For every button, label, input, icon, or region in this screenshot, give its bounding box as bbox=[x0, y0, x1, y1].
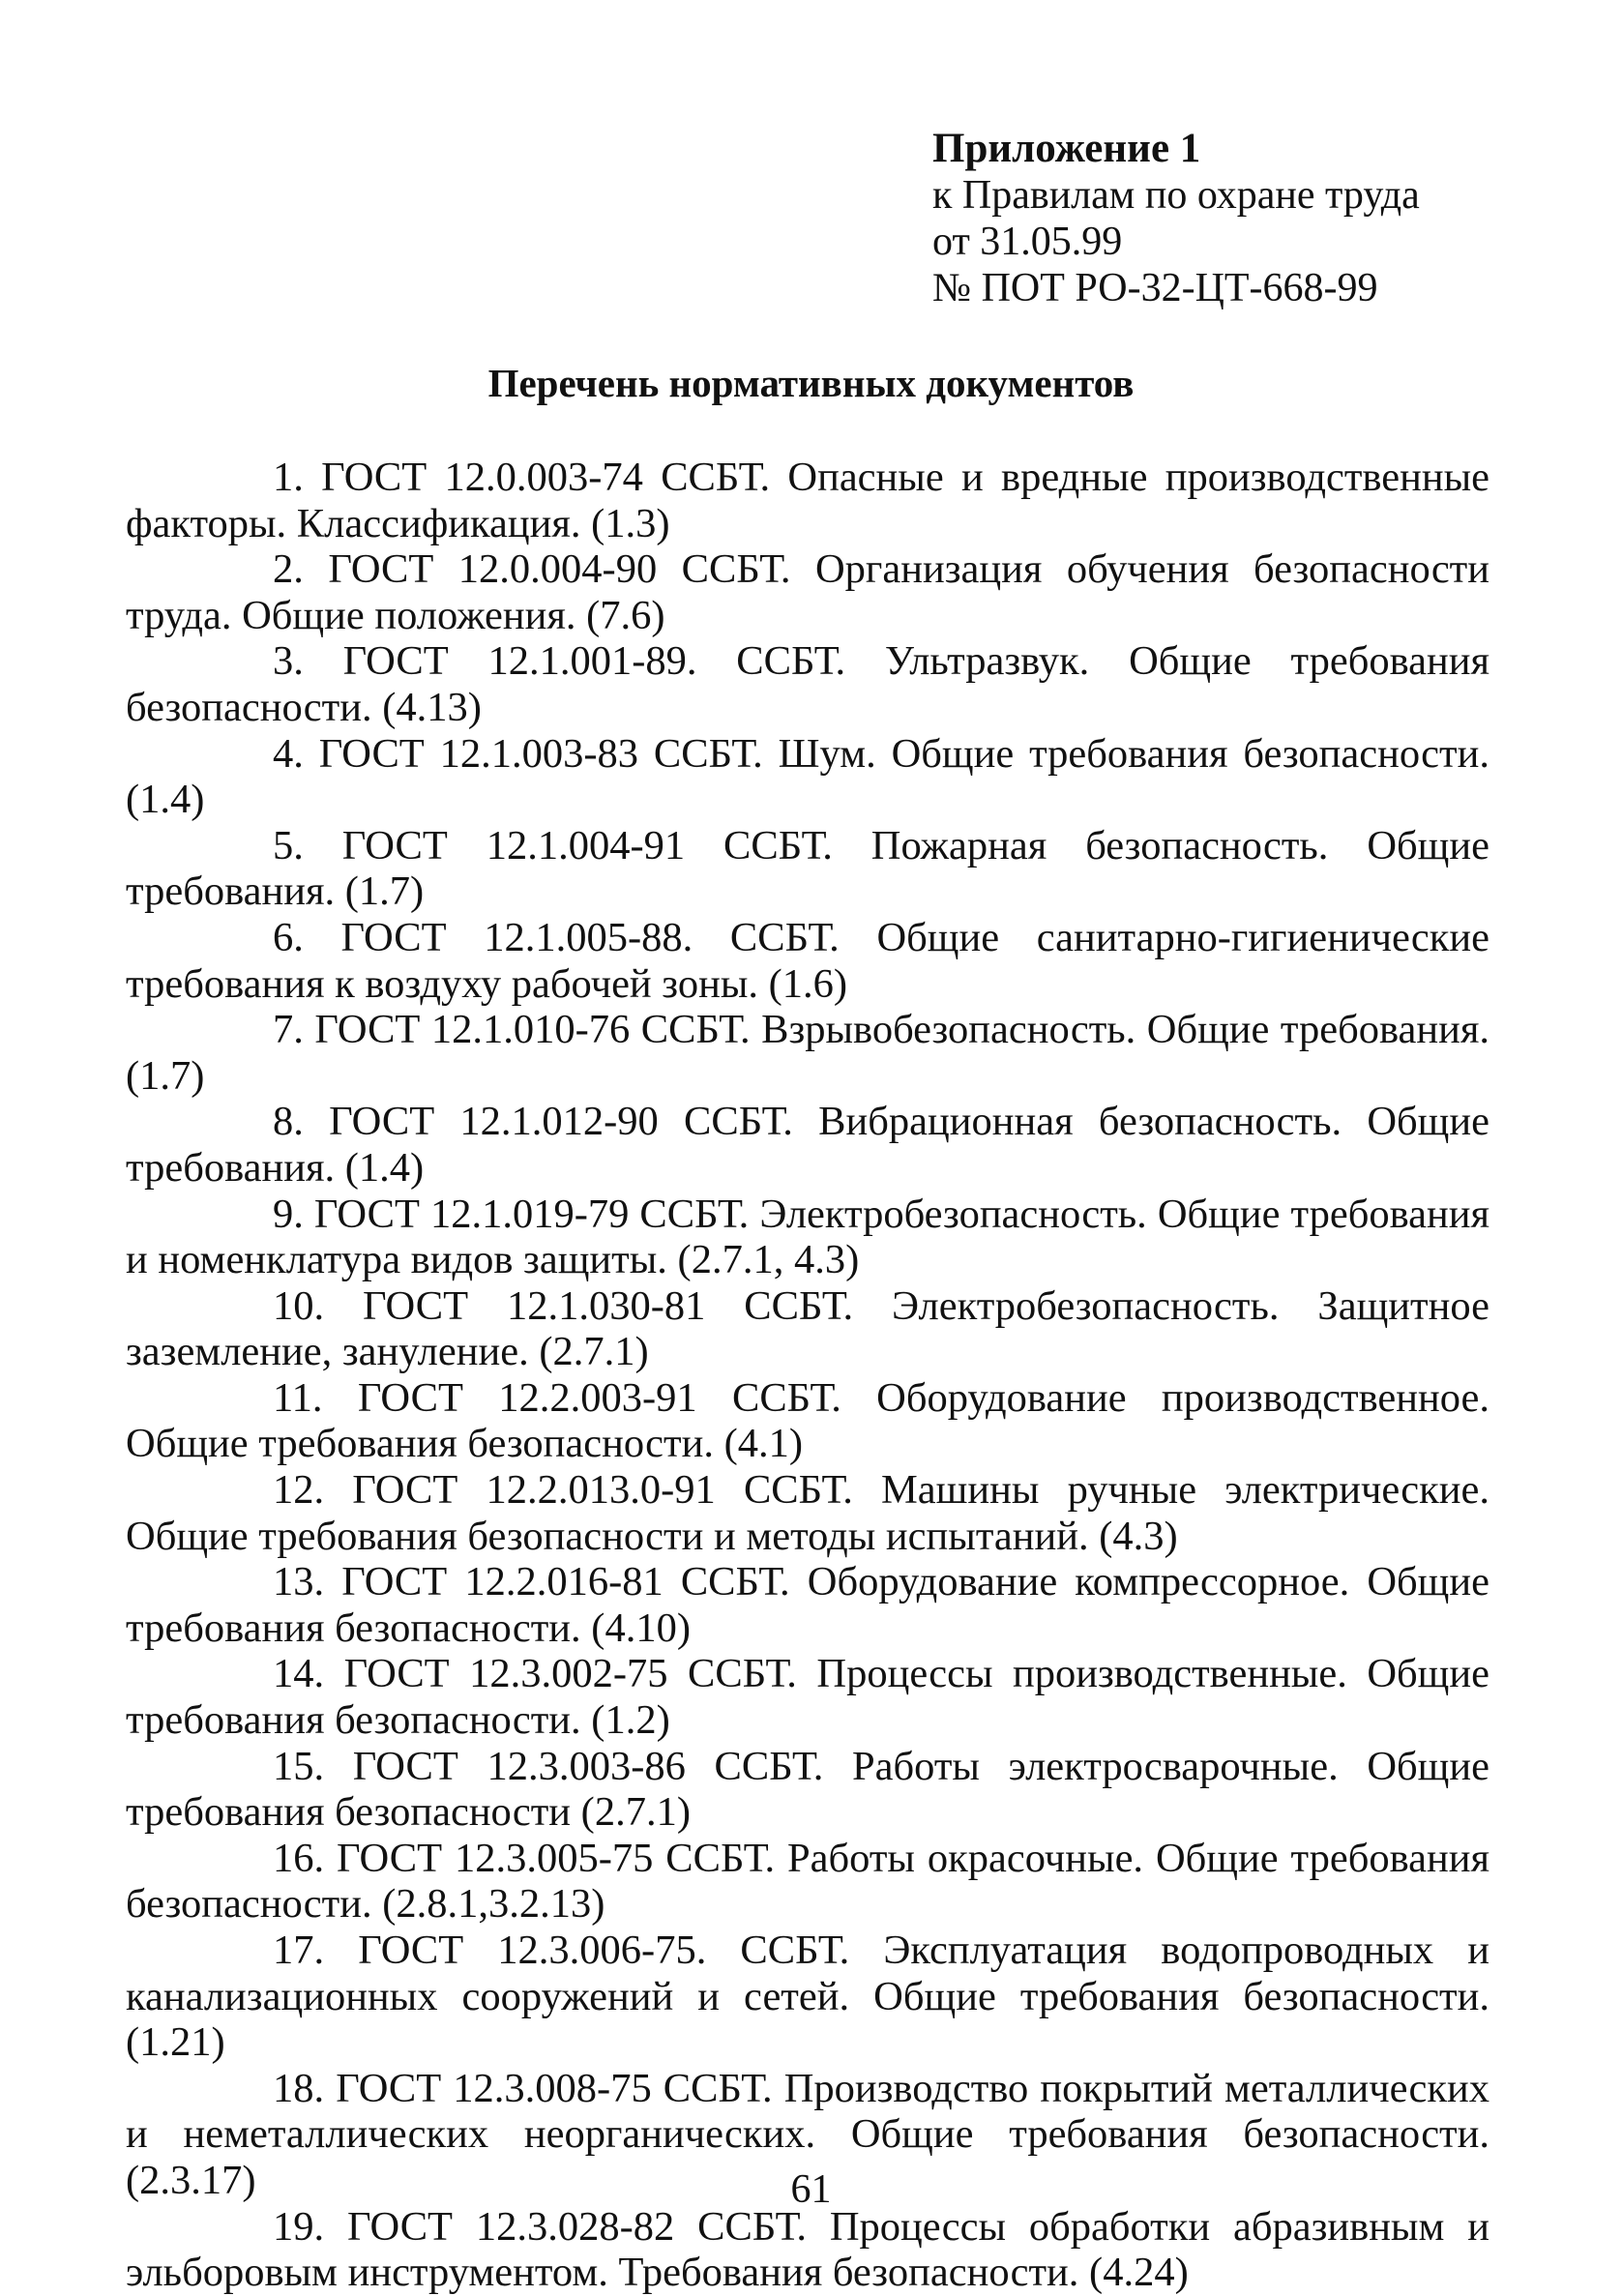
appendix-line-date: от 31.05.99 bbox=[932, 220, 1123, 264]
list-item: 19. ГОСТ 12.3.028-82 ССБТ. Процессы обработки абразивным и эльборовым инструментом. Требования безопасности. (4.24) bbox=[126, 2203, 1489, 2296]
appendix-header bbox=[932, 126, 1513, 311]
list-item: 9. ГОСТ 12.1.019-79 ССБТ. Электробезопасность. Общие требования и номенклатура видов защиты. (2.7.1, 4.3) bbox=[126, 1191, 1489, 1283]
list-item: 2. ГОСТ 12.0.004-90 ССБТ. Организация обучения безопасности труда. Общие положения. (7.6) bbox=[126, 546, 1489, 638]
list-item: 10. ГОСТ 12.1.030-81 ССБТ. Электробезопасность. Защитное заземление, зануление. (2.7.1) bbox=[126, 1282, 1489, 1375]
list-item: 5. ГОСТ 12.1.004-91 ССБТ. Пожарная безопасность. Общие требования. (1.7) bbox=[126, 822, 1489, 915]
list-item: 13. ГОСТ 12.2.016-81 ССБТ. Оборудование компрессорное. Общие требования безопасности. (4.10) bbox=[126, 1559, 1489, 1651]
list-item: 12. ГОСТ 12.2.013.0-91 ССБТ. Машины ручные электрические. Общие требования безопасности и методы испытаний. (4.3) bbox=[126, 1467, 1489, 1559]
list-item: 18. ГОСТ 12.3.008-75 ССБТ. Производство покрытий металлических и неметаллических неорганических. Общие требования безопасности. (2.3.17) bbox=[126, 2065, 1489, 2203]
document-title: Перечень нормативных документов bbox=[487, 361, 1135, 405]
list-item: 7. ГОСТ 12.1.010-76 ССБТ. Взрывобезопасность. Общие требования. (1.7) bbox=[126, 1007, 1489, 1099]
appendix-title: Приложение 1 bbox=[932, 126, 1201, 171]
list-item: 14. ГОСТ 12.3.002-75 ССБТ. Процессы производственные. Общие требования безопасности. (1.2) bbox=[126, 1651, 1489, 1744]
appendix-line-rules: к Правилам по охране труда bbox=[932, 173, 1420, 218]
page-number: 61 bbox=[790, 2167, 832, 2212]
list-item: 1. ГОСТ 12.0.003-74 ССБТ. Опасные и вредные производственные факторы. Классификация. (1.3) bbox=[126, 455, 1489, 546]
list-item: 11. ГОСТ 12.2.003-91 ССБТ. Оборудование производственное. Общие требования безопасности. (4.1) bbox=[126, 1374, 1489, 1467]
list-item: 15. ГОСТ 12.3.003-86 ССБТ. Работы электросварочные. Общие требования безопасности (2.7.1) bbox=[126, 1743, 1489, 1836]
list-item: 8. ГОСТ 12.1.012-90 ССБТ. Вибрационная безопасность. Общие требования. (1.4) bbox=[126, 1099, 1489, 1191]
list-item: 6. ГОСТ 12.1.005-88. ССБТ. Общие санитарно-гигиенические требования к воздуху рабочей зоны. (1.6) bbox=[126, 914, 1489, 1007]
list-item: 16. ГОСТ 12.3.005-75 ССБТ. Работы окрасочные. Общие требования безопасности. (2.8.1,3.2.13) bbox=[126, 1835, 1489, 1928]
normative-documents-list bbox=[126, 455, 1489, 2296]
list-item: 17. ГОСТ 12.3.006-75. ССБТ. Эксплуатация водопроводных и канализационных сооружений и сетей. Общие требования безопасности. (1.21) bbox=[126, 1928, 1489, 2066]
list-item: 3. ГОСТ 12.1.001-89. ССБТ. Ультразвук. Общие требования безопасности. (4.13) bbox=[126, 638, 1489, 730]
appendix-line-number: № ПОТ РО-32-ЦТ-668-99 bbox=[932, 266, 1378, 310]
list-item: 4. ГОСТ 12.1.003-83 ССБТ. Шум. Общие требования безопасности. (1.4) bbox=[126, 730, 1489, 823]
